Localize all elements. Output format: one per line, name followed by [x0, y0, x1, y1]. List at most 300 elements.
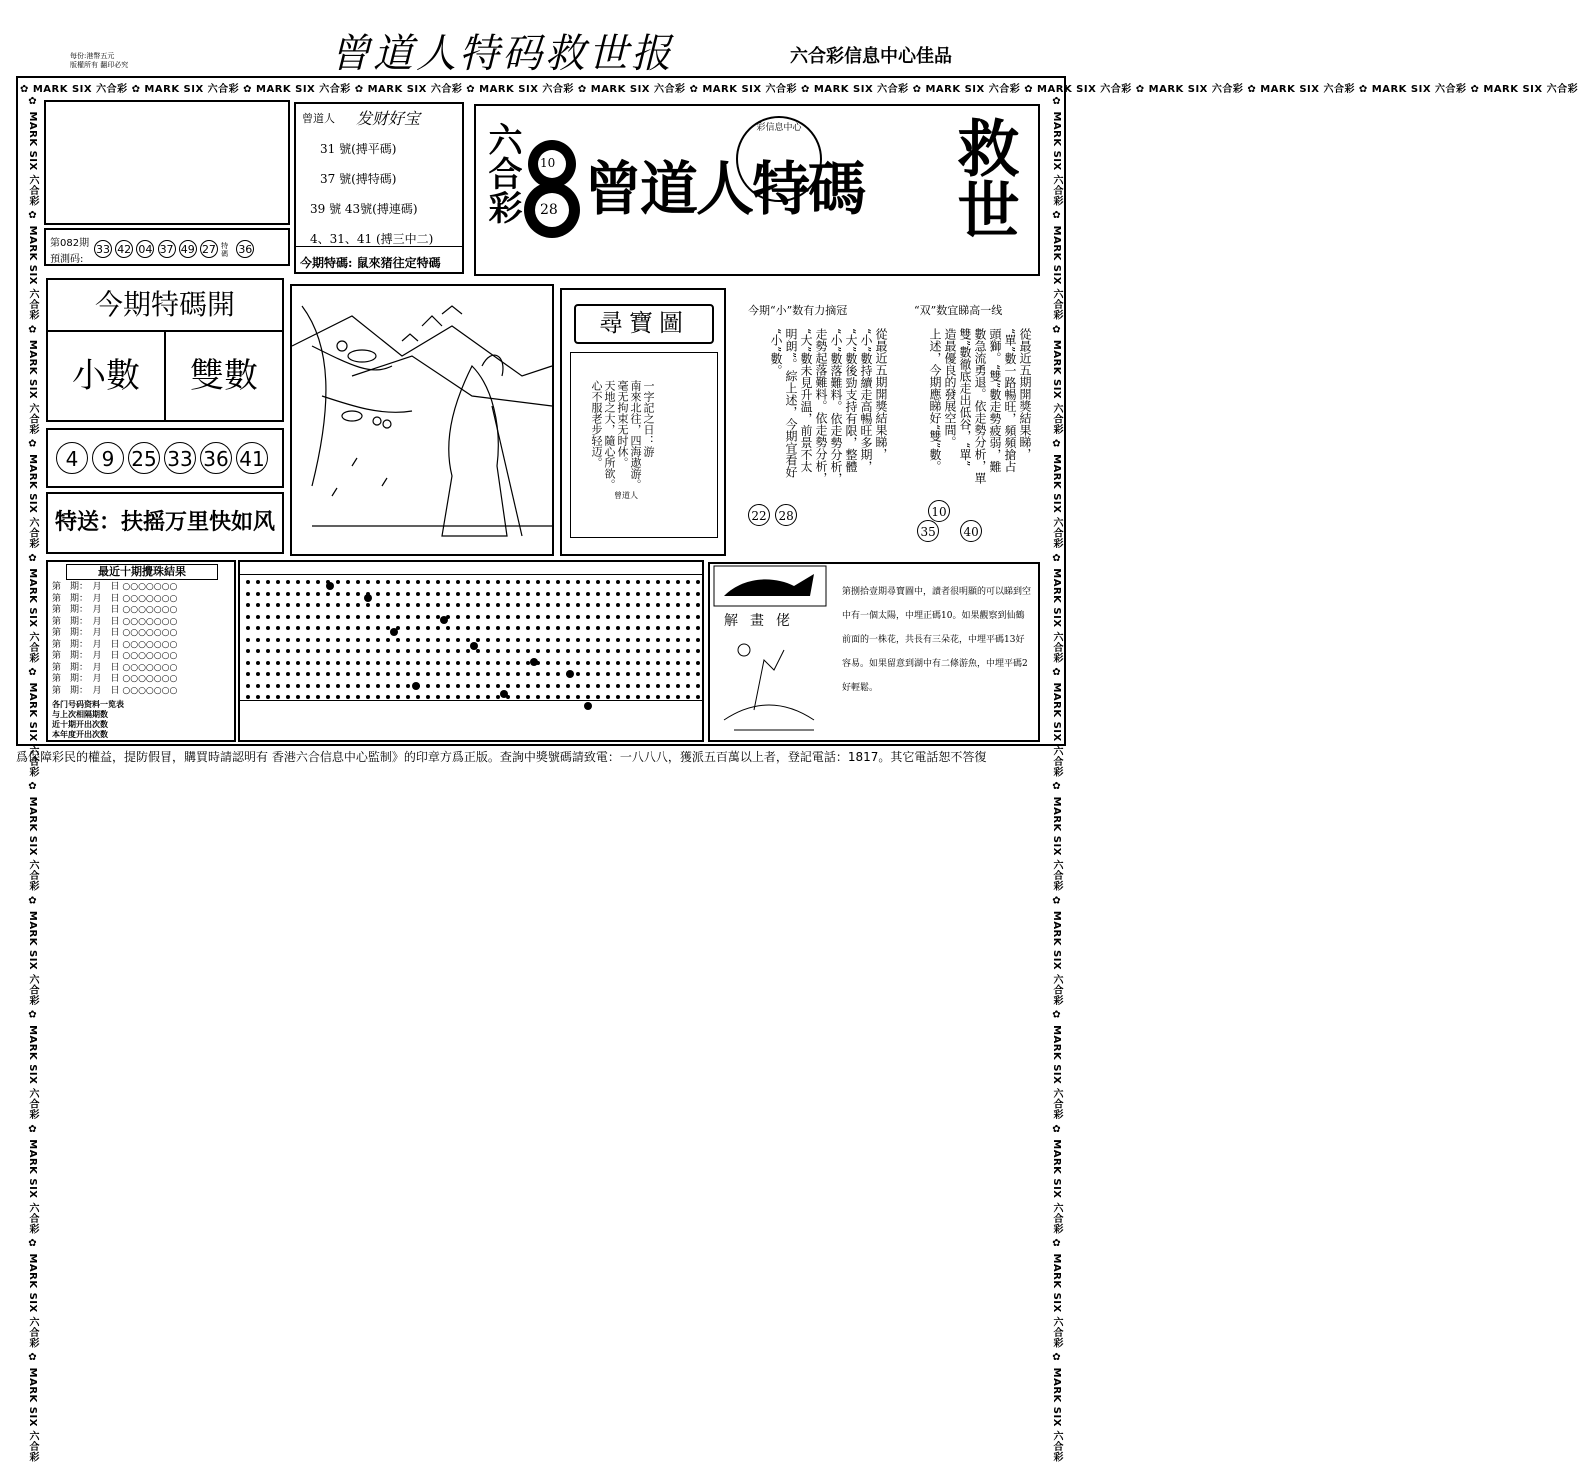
grid-dot — [406, 672, 410, 676]
grid-dot — [436, 684, 440, 688]
grid-dot — [276, 615, 280, 619]
special-send-text: 特送：扶摇万里快如风 — [54, 510, 275, 535]
grid-dot — [336, 592, 340, 596]
grid-dot — [416, 672, 420, 676]
grid-dot — [586, 592, 590, 596]
grid-dot — [626, 684, 630, 688]
recent-footer-row: 与上次相隔期数 — [52, 710, 108, 719]
small-heading: 今期“小”数有力摘冠 — [748, 304, 848, 317]
grid-dot — [456, 649, 460, 653]
grid-dot — [686, 672, 690, 676]
grid-dot — [536, 626, 540, 630]
grid-dot — [656, 661, 660, 665]
grid-dot — [246, 695, 250, 699]
grid-dot — [586, 684, 590, 688]
grid-dot — [506, 661, 510, 665]
grid-dot — [336, 661, 340, 665]
grid-dot — [676, 684, 680, 688]
grid-dot — [556, 592, 560, 596]
treasure-poem-line: 南來北往，四海遨游。 — [629, 380, 642, 490]
grid-dot — [536, 580, 540, 584]
grid-dot — [386, 603, 390, 607]
grid-dot — [666, 592, 670, 596]
grid-dot — [686, 695, 690, 699]
grid-dot — [486, 695, 490, 699]
grid-dot — [526, 649, 530, 653]
grid-dot — [306, 661, 310, 665]
grid-dot — [686, 615, 690, 619]
grid-dot — [366, 626, 370, 630]
grid-dot — [556, 626, 560, 630]
small-analysis-col: 明朗”。綜上述，今期宜看好 — [784, 328, 798, 479]
grid-dot — [616, 615, 620, 619]
recent-row: 第 期： 月 日 ○○○○○○○ — [52, 593, 178, 604]
grid-dot — [306, 603, 310, 607]
blank-ad-box — [44, 100, 290, 225]
grid-dot — [386, 695, 390, 699]
grid-dot — [666, 695, 670, 699]
grid-dot — [276, 672, 280, 676]
grid-dot — [676, 626, 680, 630]
recent-row: 第 期： 月 日 ○○○○○○○ — [52, 639, 178, 650]
grid-dot — [346, 684, 350, 688]
grid-dot — [276, 638, 280, 642]
grid-dot — [666, 661, 670, 665]
grid-dot — [696, 615, 700, 619]
grid-dot — [516, 638, 520, 642]
grid-area — [240, 562, 702, 742]
grid-dot — [376, 661, 380, 665]
puzzle-crane-icon — [714, 630, 826, 738]
grid-dot — [656, 684, 660, 688]
grid-dot — [516, 661, 520, 665]
number-ball: 9 — [92, 442, 124, 474]
grid-dot — [436, 592, 440, 596]
grid-dot — [286, 661, 290, 665]
prediction-ball: 04 — [136, 240, 154, 258]
grid-dot — [686, 684, 690, 688]
grid-dot — [436, 661, 440, 665]
grid-dot — [466, 592, 470, 596]
header-subtitle: 六合彩信息中心佳品 — [790, 46, 952, 67]
grid-dot — [446, 592, 450, 596]
grid-dot — [356, 649, 360, 653]
grid-dot — [346, 638, 350, 642]
lucky-number-box — [294, 102, 464, 274]
grid-dot — [526, 672, 530, 676]
grid-dot — [536, 638, 540, 642]
grid-dot — [326, 649, 330, 653]
grid-dot — [276, 695, 280, 699]
grid-dot — [616, 695, 620, 699]
grid-dot — [356, 603, 360, 607]
grid-dot — [636, 580, 640, 584]
grid-dot — [606, 695, 610, 699]
grid-dot — [246, 661, 250, 665]
period-label-2: 預測码: — [50, 254, 84, 265]
grid-dot — [646, 684, 650, 688]
grid-dot — [556, 615, 560, 619]
grid-dot — [636, 684, 640, 688]
grid-dot — [306, 684, 310, 688]
grid-dot — [246, 615, 250, 619]
grid-dot — [566, 592, 570, 596]
puzzle-box — [708, 562, 1040, 742]
price-note — [70, 52, 128, 70]
grid-dot — [546, 695, 550, 699]
grid-dot — [506, 684, 510, 688]
grid-dot — [576, 603, 580, 607]
grid-dot — [516, 626, 520, 630]
grid-dot — [266, 695, 270, 699]
grid-dot — [546, 638, 550, 642]
treasure-poem-line: 毫无拘束无时休。 — [616, 380, 629, 468]
period-label: 第082期 — [50, 238, 90, 249]
grid-dot — [626, 592, 630, 596]
grid-dot — [496, 684, 500, 688]
grid-dot — [546, 661, 550, 665]
grid-dot — [456, 592, 460, 596]
grid-dot — [576, 615, 580, 619]
grid-dot — [376, 615, 380, 619]
grid-dot — [556, 603, 560, 607]
grid-dot — [406, 626, 410, 630]
grid-dot — [536, 603, 540, 607]
grid-dot — [536, 684, 540, 688]
grid-dot — [676, 695, 680, 699]
grid-dot — [286, 626, 290, 630]
grid-dot — [396, 684, 400, 688]
grid-dot — [686, 626, 690, 630]
grid-dot — [686, 661, 690, 665]
grid-dot — [296, 626, 300, 630]
treasure-poem-head: 一字記之日：游 — [642, 380, 655, 457]
grid-dot — [526, 592, 530, 596]
grid-dot — [626, 603, 630, 607]
grid-dot — [356, 661, 360, 665]
grid-dot — [376, 603, 380, 607]
grid-dot — [286, 592, 290, 596]
grid-dot — [366, 580, 370, 584]
grid-dot — [346, 649, 350, 653]
grid-dot — [286, 615, 290, 619]
grid-dot — [366, 638, 370, 642]
grid-dot — [536, 649, 540, 653]
grid-dot — [426, 661, 430, 665]
grid-dot — [466, 695, 470, 699]
grid-dot — [486, 615, 490, 619]
grid-dot — [686, 580, 690, 584]
right-border-band: ✿ MARK SIX 六合彩 ✿ MARK SIX 六合彩 ✿ MARK SIX 六合彩 ✿ MARK SIX 六合彩 ✿ MARK SIX 六合彩 ✿ MARK SIX 六合彩 ✿ MARK SIX 六合彩 ✿ MARK SIX 六合彩 ✿ MARK SIX 六合彩 ✿ MARK SIX 六合彩 ✿ MARK SIX 六合彩 ✿ MARK SIX 六合彩 — [1051, 96, 1062, 1462]
grid-dot — [696, 695, 700, 699]
grid-dot — [356, 580, 360, 584]
recent-row: 第 期： 月 日 ○○○○○○○ — [52, 605, 178, 615]
grid-dot — [466, 603, 470, 607]
grid-dot — [346, 603, 350, 607]
treasure-signature: 曾道人 — [614, 491, 638, 500]
grid-dot — [366, 661, 370, 665]
grid-dot — [666, 626, 670, 630]
grid-dot — [606, 661, 610, 665]
grid-marker — [530, 658, 538, 666]
grid-dot — [486, 626, 490, 630]
grid-dot — [636, 638, 640, 642]
grid-dot — [326, 638, 330, 642]
grid-dot — [286, 638, 290, 642]
grid-dot — [556, 638, 560, 642]
grid-dot — [506, 672, 510, 676]
grid-dot — [646, 615, 650, 619]
logo-main-text: 曾道人特碼 — [584, 155, 865, 223]
grid-dot — [656, 603, 660, 607]
grid-dot — [586, 695, 590, 699]
grid-dot — [566, 580, 570, 584]
grid-dot — [436, 603, 440, 607]
grid-dot — [416, 695, 420, 699]
grid-dot — [646, 649, 650, 653]
grid-dot — [616, 580, 620, 584]
grid-dot — [666, 672, 670, 676]
grid-dot — [656, 615, 660, 619]
logo-box — [474, 104, 1040, 276]
grid-dot — [606, 603, 610, 607]
grid-dot — [586, 672, 590, 676]
price-note-line: 每份:港幣五元 — [70, 52, 115, 60]
grid-dot — [496, 580, 500, 584]
grid-dot — [506, 626, 510, 630]
grid-dot — [396, 661, 400, 665]
grid-dot — [416, 603, 420, 607]
grid-dot — [326, 661, 330, 665]
double-analysis-col: 造最優良的發展空間。 — [943, 328, 957, 448]
grid-dot — [466, 661, 470, 665]
grid-dot — [276, 592, 280, 596]
grid-dot — [246, 626, 250, 630]
grid-dot — [476, 649, 480, 653]
grid-dot — [596, 580, 600, 584]
grid-dot — [326, 672, 330, 676]
grid-dot — [326, 695, 330, 699]
grid-dot — [496, 649, 500, 653]
grid-dot — [606, 649, 610, 653]
recent-footer-row: 各门号码资料一览表 — [52, 700, 124, 709]
grid-dot — [306, 649, 310, 653]
grid-dot — [676, 615, 680, 619]
recent-row: 第 期： 月 日 ○○○○○○○ — [52, 616, 178, 627]
grid-dot — [626, 580, 630, 584]
grid-dot — [596, 592, 600, 596]
grid-dot — [466, 684, 470, 688]
grid-dot — [396, 672, 400, 676]
grid-dot — [676, 638, 680, 642]
grid-dot — [316, 695, 320, 699]
grid-dot — [526, 695, 530, 699]
grid-dot — [596, 684, 600, 688]
grid-dot — [516, 580, 520, 584]
puzzle-title: 解畫佬 — [724, 613, 802, 629]
grid-dot — [336, 626, 340, 630]
grid-dot — [416, 638, 420, 642]
recent-results-box — [46, 560, 236, 742]
grid-dot — [506, 638, 510, 642]
grid-dot — [376, 580, 380, 584]
grid-dot — [576, 684, 580, 688]
grid-marker — [364, 594, 372, 602]
grid-dot — [366, 615, 370, 619]
grid-dot — [246, 638, 250, 642]
grid-dot — [476, 684, 480, 688]
grid-dot — [486, 580, 490, 584]
grid-dot — [256, 615, 260, 619]
calligraphy-title: 曾道人特码救世报 — [330, 31, 674, 77]
grid-dot — [656, 649, 660, 653]
grid-dot — [346, 592, 350, 596]
grid-dot — [566, 661, 570, 665]
grid-dot — [626, 615, 630, 619]
grid-dot — [426, 615, 430, 619]
special-ball: 36 — [236, 240, 254, 258]
grid-dot — [266, 603, 270, 607]
grid-dot — [636, 592, 640, 596]
grid-dot — [596, 638, 600, 642]
grid-dot — [516, 684, 520, 688]
grid-marker — [566, 670, 574, 678]
special-label: 特碼 — [221, 242, 229, 258]
lucky-line: 31 號(搏平碼) — [320, 142, 397, 156]
grid-dot — [336, 603, 340, 607]
number-ball: 25 — [128, 442, 160, 474]
grid-dot — [486, 661, 490, 665]
ball-figure-eight-icon — [520, 126, 584, 246]
grid-dot — [386, 684, 390, 688]
grid-dot — [656, 580, 660, 584]
grid-dot — [296, 638, 300, 642]
seal-icon — [736, 116, 822, 202]
grid-dot — [256, 695, 260, 699]
treasure-map-box — [560, 288, 726, 556]
grid-dot — [266, 672, 270, 676]
grid-dot — [296, 695, 300, 699]
grid-dot — [456, 580, 460, 584]
grid-dot — [426, 695, 430, 699]
grid-dot — [256, 638, 260, 642]
grid-dot — [426, 592, 430, 596]
grid-dot — [326, 592, 330, 596]
grid-dot — [346, 626, 350, 630]
special-open-title: 今期特碼開 — [48, 280, 282, 332]
grid-dot — [496, 592, 500, 596]
grid-dot — [436, 695, 440, 699]
recent-row: 第 期： 月 日 ○○○○○○○ — [52, 651, 178, 661]
grid-dot — [646, 626, 650, 630]
grid-dot — [496, 615, 500, 619]
grid-dot — [356, 592, 360, 596]
grid-dot — [656, 592, 660, 596]
grid-dot — [576, 649, 580, 653]
grid-dot — [376, 626, 380, 630]
grid-dot — [546, 592, 550, 596]
grid-dot — [306, 592, 310, 596]
grid-dot — [486, 592, 490, 596]
grid-marker — [326, 582, 334, 590]
grid-dot — [446, 638, 450, 642]
grid-dot — [396, 649, 400, 653]
grid-dot — [636, 649, 640, 653]
grid-dot — [426, 580, 430, 584]
grid-dot — [566, 695, 570, 699]
grid-dot — [366, 649, 370, 653]
prediction-balls — [94, 240, 254, 258]
grid-dot — [616, 661, 620, 665]
grid-dot — [266, 580, 270, 584]
grid-dot — [446, 661, 450, 665]
prediction-ball: 33 — [94, 240, 112, 258]
grid-dot — [376, 695, 380, 699]
logo-vertical-text — [482, 122, 522, 233]
grid-dot — [296, 615, 300, 619]
grid-dot — [366, 695, 370, 699]
grid-dot — [326, 626, 330, 630]
grid-dot — [586, 649, 590, 653]
small-analysis-text — [748, 328, 888, 508]
grid-dot — [646, 592, 650, 596]
grid-dot — [646, 580, 650, 584]
grid-dot — [426, 649, 430, 653]
grid-dot — [576, 672, 580, 676]
grid-dot — [256, 684, 260, 688]
grid-dot — [396, 638, 400, 642]
double-heading: “双”数宜睇高一线 — [914, 304, 1003, 317]
grid-dot — [506, 649, 510, 653]
grid-dot — [406, 603, 410, 607]
grid-dot — [476, 695, 480, 699]
grid-dot — [336, 649, 340, 653]
grid-dot — [516, 615, 520, 619]
grid-dot — [466, 638, 470, 642]
grid-dot — [336, 615, 340, 619]
grid-dot — [296, 649, 300, 653]
grid-dot — [586, 603, 590, 607]
prediction-ball: 49 — [179, 240, 197, 258]
small-analysis-col: “大”數後勁支持有限，整體 — [844, 328, 858, 473]
grid-dot — [366, 684, 370, 688]
grid-dot — [486, 649, 490, 653]
prediction-ball: 37 — [158, 240, 176, 258]
recent-rows — [52, 582, 232, 697]
grid-dot — [616, 684, 620, 688]
grid-dot — [456, 638, 460, 642]
lucky-footer: 今期特碼: 鼠來猪往定特碼 — [300, 256, 441, 270]
old-man-illustration-icon — [292, 286, 552, 554]
grid-dot — [456, 684, 460, 688]
double-analysis-col: 雙”數徹底走出低谷，“單” — [958, 328, 972, 467]
grid-dot — [496, 661, 500, 665]
grid-dot — [596, 661, 600, 665]
grid-dot — [406, 580, 410, 584]
grid-dot — [356, 684, 360, 688]
grid-dot — [446, 626, 450, 630]
grid-dot — [406, 684, 410, 688]
grid-dot — [586, 626, 590, 630]
grid-dot — [256, 649, 260, 653]
grid-dot — [616, 649, 620, 653]
grid-dot — [656, 672, 660, 676]
copyright-note-line: 版權所有 翻印必究 — [70, 61, 129, 69]
puzzle-fish-icon — [714, 566, 826, 606]
grid-dot — [476, 580, 480, 584]
grid-dot — [696, 638, 700, 642]
grid-dot — [546, 580, 550, 584]
